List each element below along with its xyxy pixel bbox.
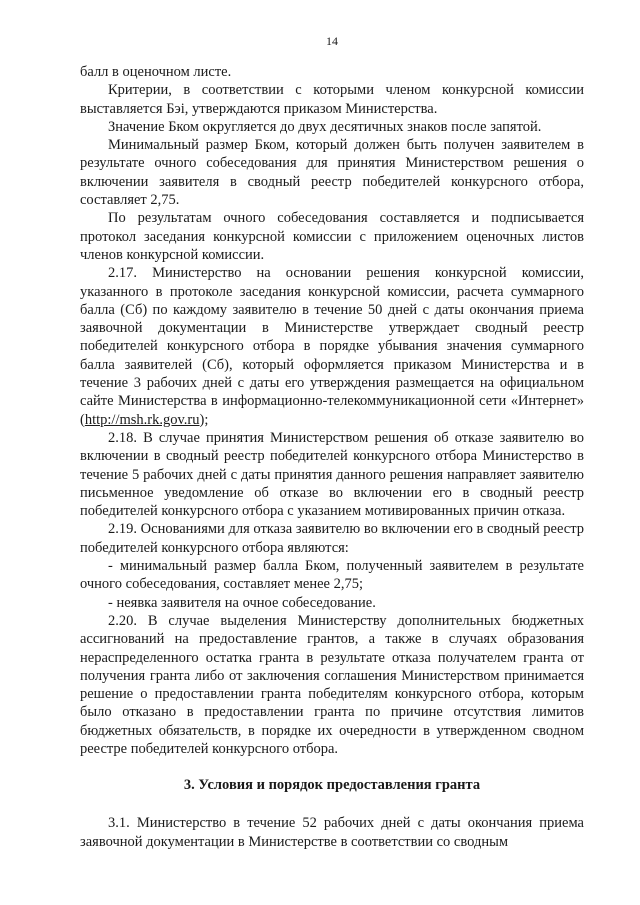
paragraph-2-19: 2.19. Основаниями для отказа заявителю во включении его в сводный реестр победителей конкурсного отбора являются: [80,521,584,556]
paragraph-2-18: 2.18. В случае принятия Министерством решения об отказе заявителю во включении в сводный реестр победителей конкурсного отбора Министерство в течение 5 рабочих дней с даты принятия данного решения направляет заявителю письменное уведомление об отказе во включении его в сводный реестр победителей конкурсного отбора с указанием мотивированных причин отказа. [80,429,584,520]
list-item-low-score: - минимальный размер балла Бком, полученный заявителем в результате очного собеседования, составляет менее 2,75; [80,558,584,593]
paragraph-minimum-score: Минимальный размер Бком, который должен быть получен заявителем в результате очного собеседования для принятия Министерством решения о включении заявителя в сводный реестр победителей конкурсного отбора, составляет 2,75. [80,137,584,209]
section-heading: 3. Условия и порядок предоставления гранта [183,777,481,794]
paragraph-3-1: 3.1. Министерство в течение 52 рабочих дней с даты окончания приема заявочной документации в Министерстве в соответствии со сводным [80,815,584,850]
ministry-website-link[interactable]: http://msh.rk.gov.ru [84,411,200,428]
list-item-no-show: - неявка заявителя на очное собеседование. [108,594,376,611]
document-body [80,63,584,851]
page-number: 14 [326,34,338,48]
paragraph-rounding: Значение Бком округляется до двух десятичных знаков после запятой. [108,118,542,135]
paragraph-criteria: Критерии, в соответствии с которыми членом конкурсной комиссии выставляется Бэi, утверждаются приказом Министерства. [80,82,584,117]
paragraph-2-17-end: ); [199,411,209,428]
paragraph-2-17 [80,264,584,429]
paragraph-protocol: По результатам очного собеседования составляется и подписывается протокол заседания конкурсной комиссии с приложением оценочных листов членов конкурсной комиссии. [80,210,584,263]
paragraph-continuation: балл в оценочном листе. [80,64,232,80]
paragraph-2-17-text: 2.17. Министерство на основании решения конкурсной комиссии, указанного в протоколе заседания конкурсной комиссии, расчета суммарного балла (Сб) по каждому заявителю в течение 50 дней с даты окончания приема заявочной документации в Министерстве утверждает сводный реестр победителей конкурсного отбора в порядке убывания значения суммарного балла заявителей (Сб), который оформляется приказом Министерства и в течение 3 рабочих дней с даты его утверждения размещается на официальном сайте Министерства в информационно-телекоммуникационной сети «Интернет» ( [80,265,584,428]
paragraph-2-20: 2.20. В случае выделения Министерству дополнительных бюджетных ассигнований на предоставление грантов, а также в случаях образования нераспределенного остатка гранта в результате отказа получателем гранта от получения гранта либо от заключения соглашения Министерством принимается решение о предоставлении гранта победителям конкурсного отбора, которым было отказано в предоставлении гранта по причине отсутствия лимитов бюджетных обязательств, в порядке их очередности в утвержденном сводном реестре победителей конкурсного отбора. [80,612,584,757]
